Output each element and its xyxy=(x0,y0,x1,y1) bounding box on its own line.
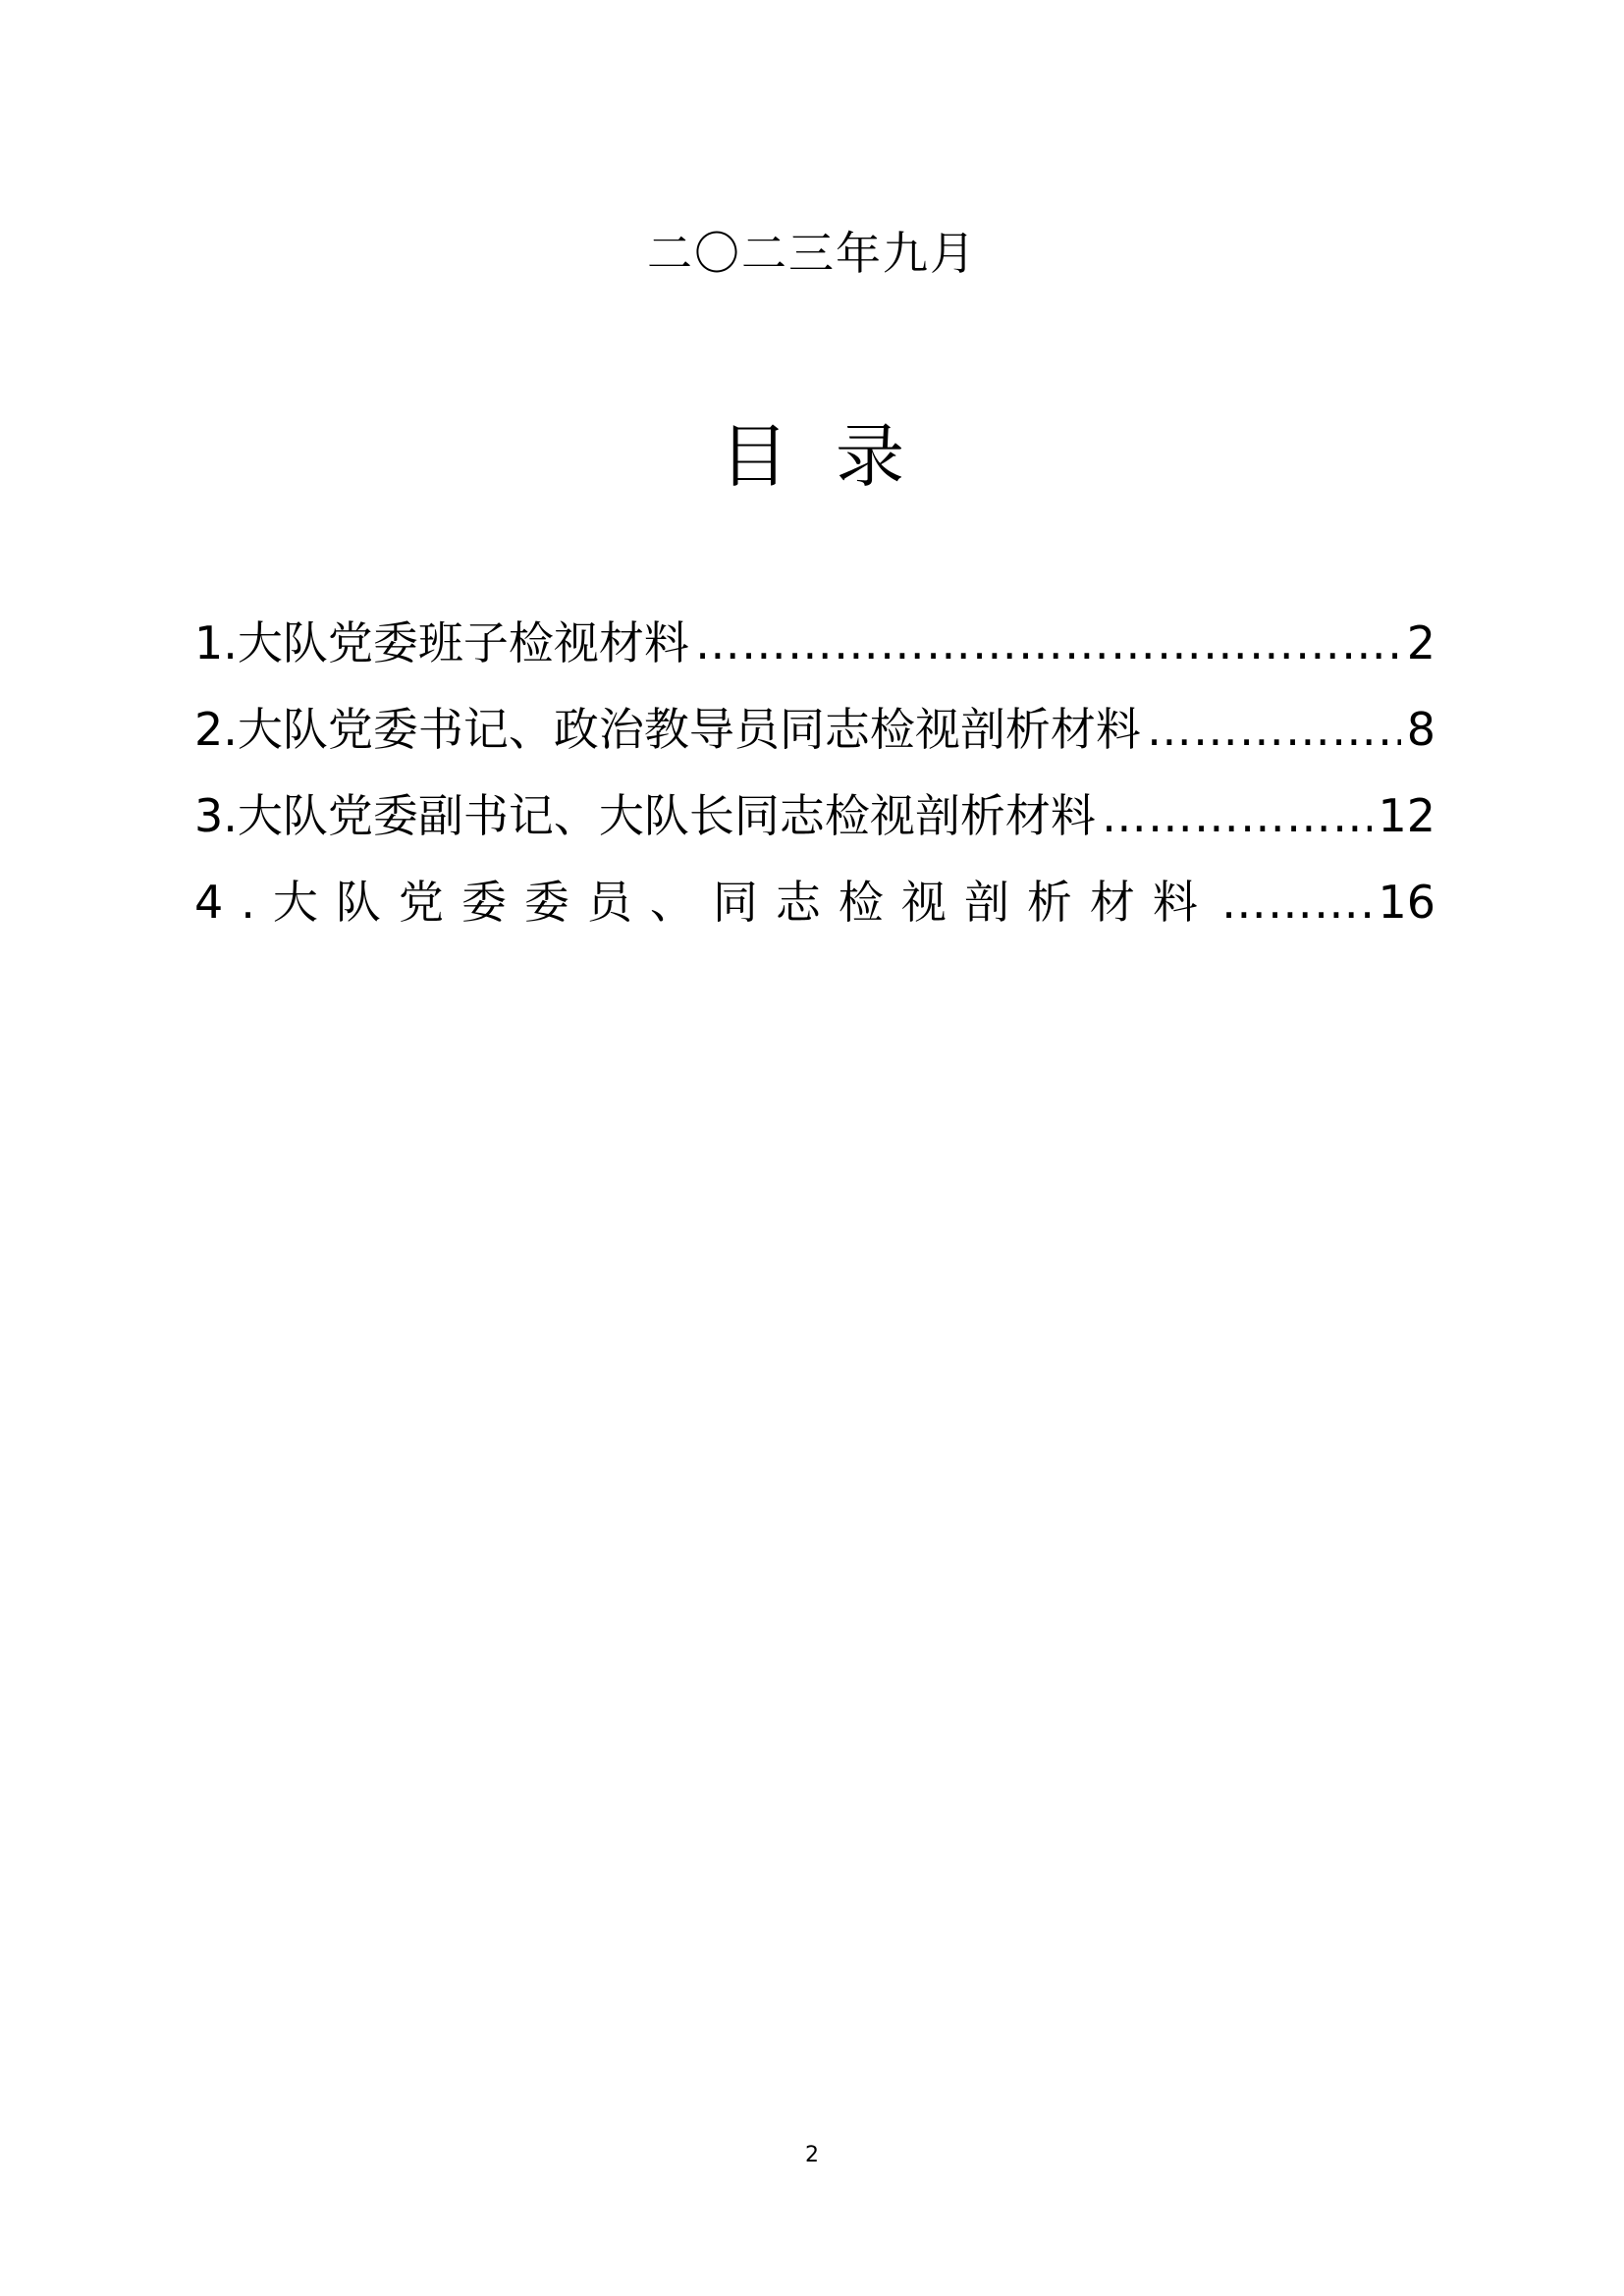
toc-entry-4[interactable] xyxy=(194,868,1435,954)
toc-entry-2[interactable] xyxy=(194,695,1435,781)
page-number: 2 xyxy=(805,2143,819,2167)
toc-entry-page: 2 xyxy=(1406,616,1435,669)
toc-title-char-2: 录 xyxy=(836,416,904,497)
toc-entry-text: 2.大队党委书记、政治教导员同志检视剖析材料 xyxy=(194,703,1141,756)
toc-title-char-1: 目 xyxy=(720,416,788,497)
toc-leader-dots xyxy=(1102,781,1373,850)
toc-leader-dots xyxy=(695,609,1401,677)
toc-entry-page: 12 xyxy=(1378,789,1435,842)
toc-entry-1[interactable] xyxy=(194,609,1435,695)
toc-leader-dots xyxy=(1221,868,1373,936)
toc-entry-text: 4.大队党委委员、同志检视剖析材料 xyxy=(194,876,1216,929)
toc-leader-dots xyxy=(1147,695,1401,764)
toc-entry-text: 1.大队党委班子检视材料 xyxy=(194,616,689,669)
toc-entry-page: 16 xyxy=(1378,876,1435,929)
document-date: 二〇二三年九月 xyxy=(647,227,977,280)
toc-entry-page: 8 xyxy=(1406,703,1435,756)
toc-entry-3[interactable] xyxy=(194,781,1435,868)
toc-title xyxy=(0,412,1624,501)
toc-entry-text: 3.大队党委副书记、大队长同志检视剖析材料 xyxy=(194,789,1096,842)
table-of-contents xyxy=(194,609,1435,954)
